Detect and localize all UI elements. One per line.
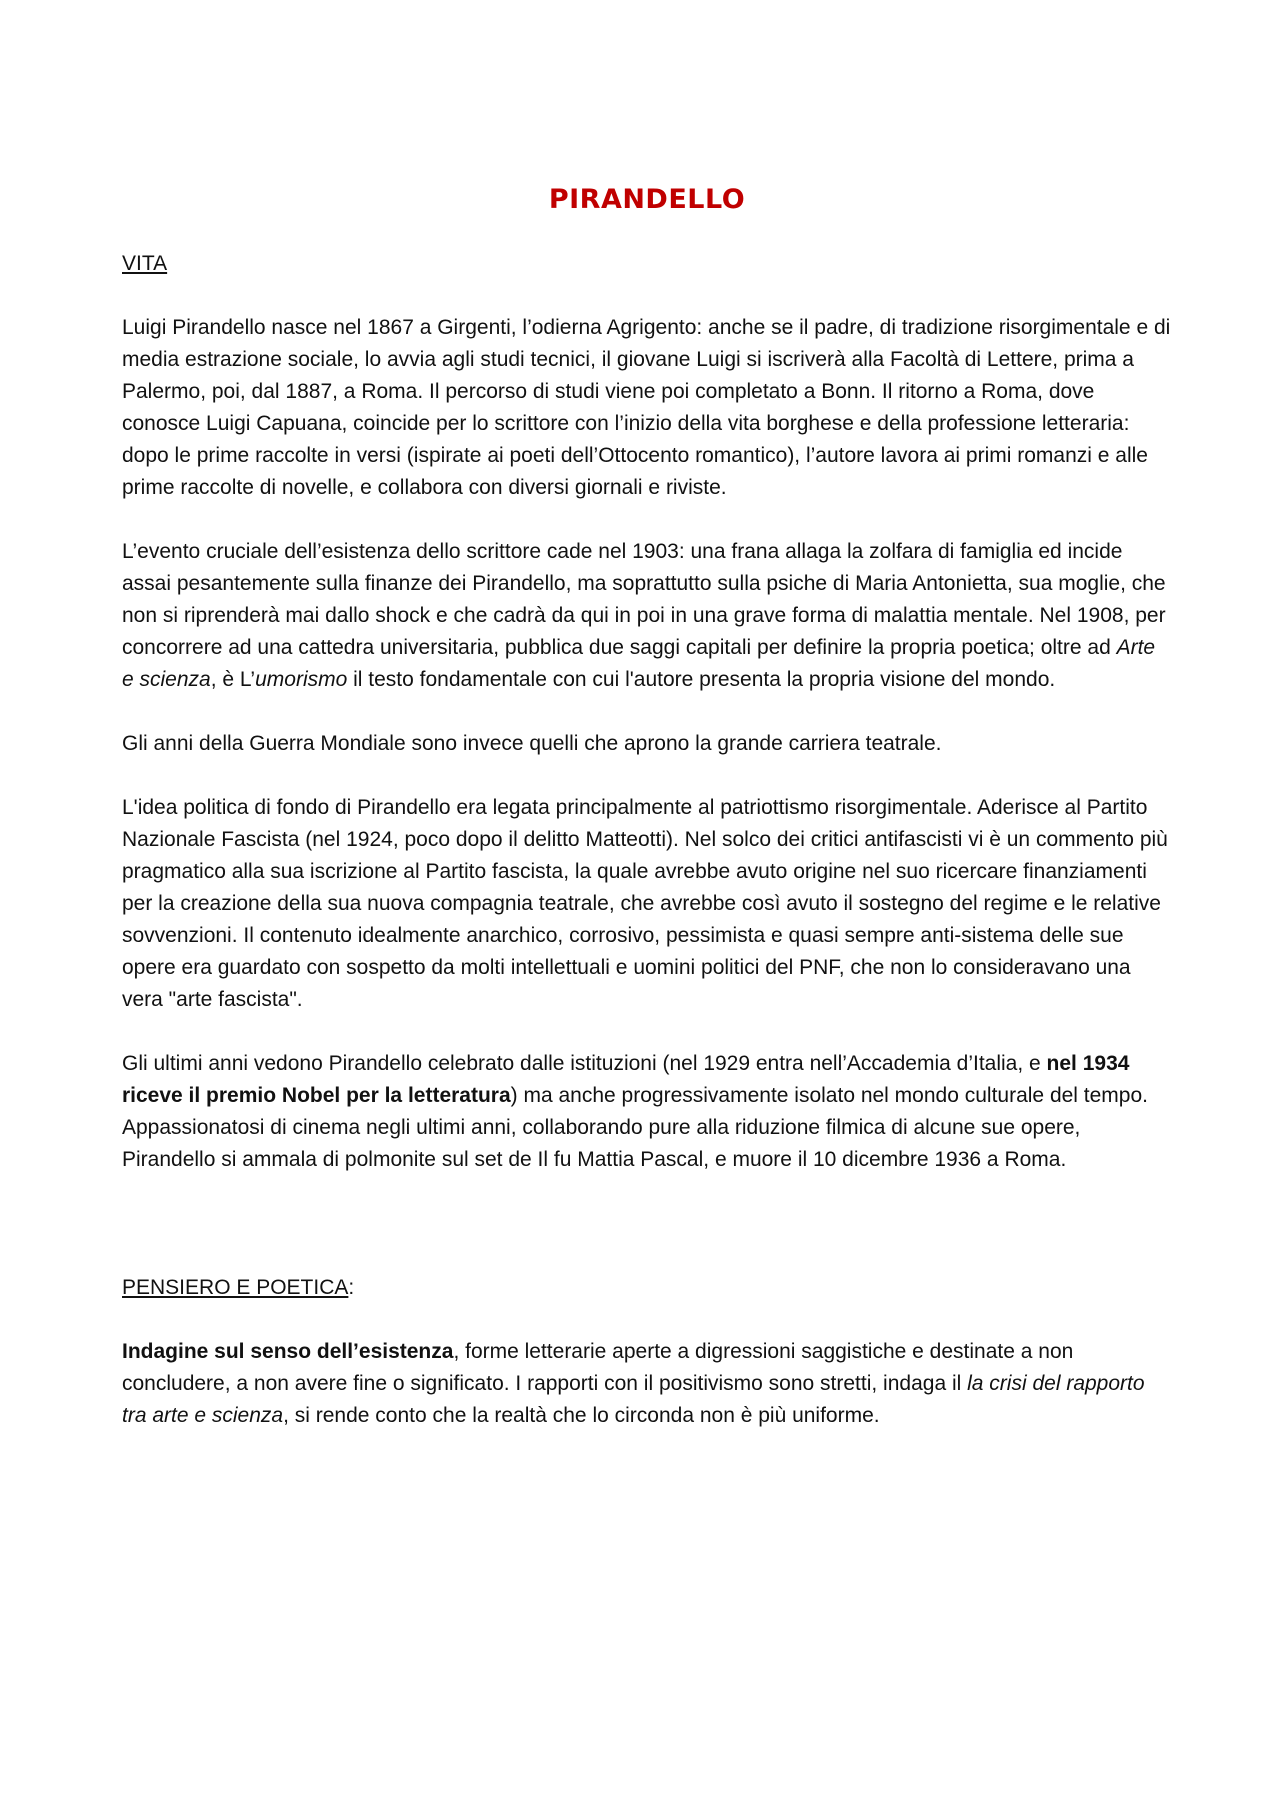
paragraph-vita-4: L'idea politica di fondo di Pirandello era legata principalmente al patriottismo risorgimentale. Aderisce al Partito Nazionale Fascista (nel 1924, poco dopo il delitto Matteotti). Nel solco dei critici antifascisti vi è un commento più pragmatico alla sua iscrizione al Partito fascista, la quale avrebbe avuto origine nel suo ricercare finanziamenti per la creazione della sua nuova compagnia teatrale, che avrebbe così avuto il sostegno del regime e le relative sovvenzioni. Il contenuto idealmente anarchico, corrosivo, pessimista e quasi sempre anti-sistema delle sue opere era guardato con sospetto da molti intellettuali e uomini politici del PNF, che non lo consideravano una vera "arte fascista".	[122, 796, 1168, 1011]
section-heading-vita	[122, 248, 1172, 280]
section-heading-pensiero-label: PENSIERO E POETICA	[122, 1276, 349, 1299]
bold-nobel-text: nel 1934 riceve il premio Nobel per la letteratura	[122, 1052, 1130, 1107]
paragraph-vita-5	[122, 1048, 1172, 1176]
paragraph-text: , si rende conto che la realtà che lo circonda non è più uniforme.	[283, 1404, 880, 1427]
paragraph-vita-1: Luigi Pirandello nasce nel 1867 a Girgenti, l’odierna Agrigento: anche se il padre, di tradizione risorgimentale e di media estrazione sociale, lo avvia agli studi tecnici, il giovane Luigi si iscriverà alla Facoltà di Lettere, prima a Palermo, poi, dal 1887, a Roma. Il percorso di studi viene poi completato a Bonn. Il ritorno a Roma, dove conosce Luigi Capuana, coincide per lo scrittore con l’inizio della vita borghese e della professione letteraria: dopo le prime raccolte in versi (ispirate ai poeti dell’Ottocento romantico), l’autore lavora ai primi romanzi e alle prime raccolte di novelle, e collabora con diversi giornali e riviste.	[122, 316, 1171, 499]
paragraph-vita-3: Gli anni della Guerra Mondiale sono invece quelli che aprono la grande carriera teatrale.	[122, 732, 942, 755]
paragraph-text: L’evento cruciale dell’esistenza dello scrittore cade nel 1903: una frana allaga la zolfara di famiglia ed incide assai pesantemente sulla finanze dei Pirandello, ma soprattutto sulla psiche di Maria Antonietta, sua moglie, che non si riprenderà mai dallo shock e che cadrà da qui in poi in una grave forma di malattia mentale. Nel 1908, per concorrere ad una cattedra universitaria, pubblica due saggi capitali per definire la propria poetica; oltre ad	[122, 540, 1166, 659]
italic-crisi-text: la crisi del rapporto tra arte e scienza	[122, 1372, 1145, 1427]
italic-title-arte-e-scienza: Arte e scienza	[122, 636, 1156, 691]
section-heading-pensiero	[122, 1272, 1172, 1304]
section-heading-vita-label: VITA	[122, 252, 168, 275]
spacer	[122, 1208, 1172, 1272]
paragraph-text: il testo fondamentale con cui l'autore presenta la propria visione del mondo.	[347, 668, 1056, 691]
section-heading-pensiero-colon: :	[348, 1276, 355, 1299]
paragraph-text: , forme letterarie aperte a digressioni saggistiche e destinate a non concludere, a non avere fine o significato. I rapporti con il positivismo sono stretti, indaga il	[122, 1340, 1074, 1395]
paragraph-vita-2	[122, 536, 1172, 696]
paragraph-text: ) ma anche progressivamente isolato nel mondo culturale del tempo. Appassionatosi di cinema negli ultimi anni, collaborando pure alla riduzione filmica di alcune sue opere, Pirandello si ammala di polmonite sul set de Il fu Mattia Pascal, e muore il 10 dicembre 1936 a Roma.	[122, 1084, 1148, 1171]
document-page	[122, 178, 1172, 1464]
paragraph-text: Gli ultimi anni vedono Pirandello celebrato dalle istituzioni (nel 1929 entra nell’Accademia d’Italia, e	[122, 1052, 1047, 1075]
italic-title-umorismo: umorismo	[255, 668, 348, 691]
paragraph-text: , è L’	[210, 668, 256, 691]
bold-indagine-text: Indagine sul senso dell’esistenza	[122, 1340, 454, 1363]
document-title: PIRANDELLO	[548, 184, 746, 215]
paragraph-pensiero-1	[122, 1336, 1172, 1432]
